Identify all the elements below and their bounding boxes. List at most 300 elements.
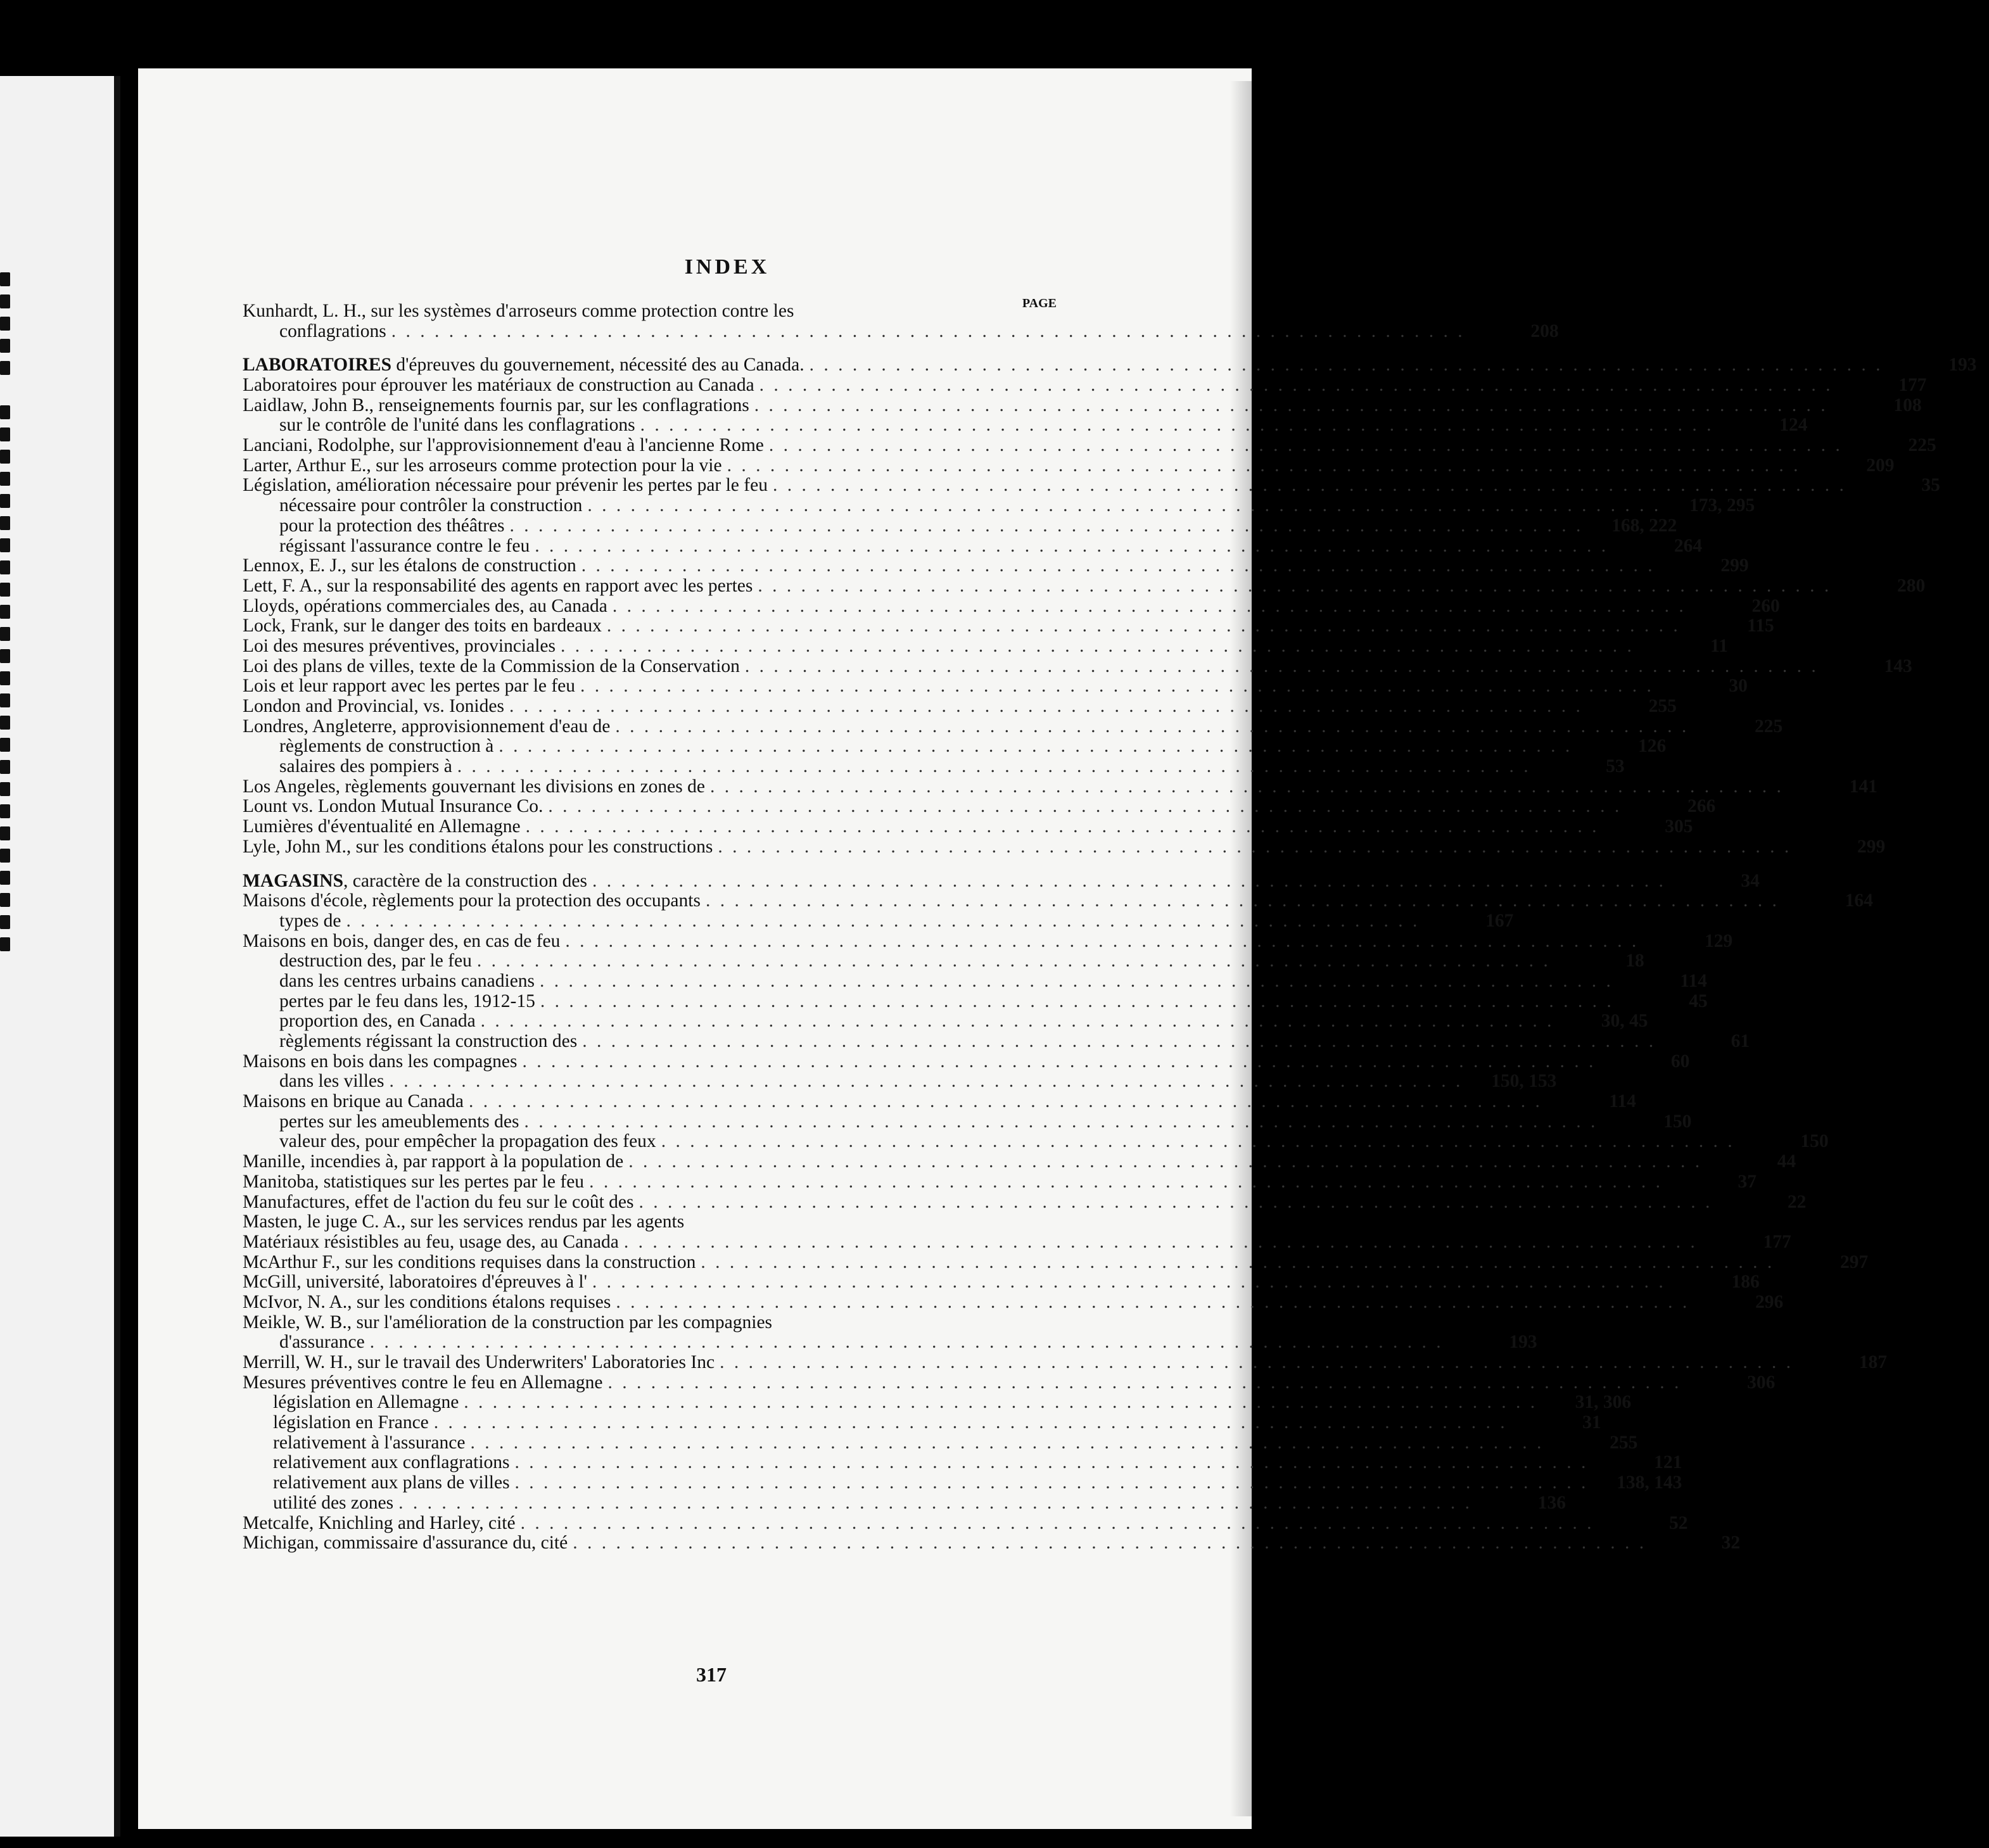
index-entry-text	[243, 556, 576, 576]
page-title: INDEX	[684, 255, 770, 279]
index-entry-text	[243, 355, 804, 376]
index-entry-label: Manitoba, statistiques sur les pertes par le feu	[243, 1171, 585, 1192]
index-entry-page: 18	[1625, 951, 1644, 971]
index-entry-page: 173, 295	[1689, 495, 1755, 516]
index-entry-page: 32	[1721, 1533, 1741, 1554]
page-number: 317	[696, 1663, 727, 1686]
index-entry-text	[273, 1493, 393, 1514]
index-entry-page: 30, 45	[1601, 1011, 1648, 1032]
dot-leader: . . . . . . . . . . . . . . . . . . . . . . . . . . . . . . . . . . . . . . . . . . . . . . . . . . . . . . . . . . . . . . . . . . . . . . . . . . .	[592, 1272, 1666, 1293]
index-entry-text	[279, 516, 505, 536]
dot-leader: . . . . . . . . . . . . . . . . . . . . . . . . . . . . . . . . . . . . . . . . . . . . . . . . . . . . . . . . . . . . . . . . . . . . . . . . . . .	[509, 515, 1584, 536]
dot-leader: . . . . . . . . . . . . . . . . . . . . . . . . . . . . . . . . . . . . . . . . . . . . . . . . . . . . . . . . . . . . . . . . . . . . . . . . . . .	[744, 655, 1819, 676]
index-entry-page: 299	[1720, 555, 1749, 576]
dot-leader: . . . . . . . . . . . . . . . . . . . . . . . . . . . . . . . . . . . . . . . . . . . . . . . . . . . . . . . . . . . . . . . . . . . . . . . . . . .	[705, 890, 1779, 911]
index-entry-label: relativement aux conflagrations	[273, 1452, 510, 1473]
index-entry	[243, 1171, 1757, 1193]
dot-leader: . . . . . . . . . . . . . . . . . . . . . . . . . . . . . . . . . . . . . . . . . . . . . . . . . . . . . . . . . . . . . . . . . . . . . . . . . . .	[709, 776, 1784, 797]
index-entry	[243, 1111, 1692, 1132]
dot-leader: . . . . . . . . . . . . . . . . . . . . . . . . . . . . . . . . . . . . . . . . . . . . . . . . . . . . . . . . . . . . . . . . . . . . . . . . . . .	[560, 635, 1634, 656]
index-entry	[243, 970, 1707, 992]
dot-leader: . . . . . . . . . . . . . . . . . . . . . . . . . . . . . . . . . . . . . . . . . . . . . . . . . . . . . . . . . . . . . . . . . . . . . . . . . . .	[616, 1291, 1690, 1312]
dot-leader: . . . . . . . . . . . . . . . . . . . . . . . . . . . . . . . . . . . . . . . . . . . . . . . . . . . . . . . . . . . . . . . . . . . . . . . . . . .	[509, 696, 1583, 717]
index-entry-text	[243, 456, 722, 476]
facing-page-text-fragment	[0, 294, 10, 308]
index-entry-page: 209	[1866, 455, 1895, 476]
index-entry-label: Manufactures, effet de l'action du feu sur le coût des	[243, 1191, 634, 1212]
facing-page-text-fragment	[0, 627, 10, 641]
dot-leader: . . . . . . . . . . . . . . . . . . . . . . . . . . . . . . . . . . . . . . . . . . . . . . . . . . . . . . . . . . . . . . . . . . . . . . . . . . .	[615, 716, 1689, 737]
index-entry	[243, 395, 1922, 416]
dot-leader: . . . . . . . . . . . . . . . . . . . . . . . . . . . . . . . . . . . . . . . . . . . . . . . . . . . . . . . . . . . . . . . . . . . . . . . . . . .	[480, 1011, 1554, 1032]
facing-page-text-fragment	[0, 516, 10, 530]
facing-page-text-fragment	[0, 427, 10, 441]
index-entry-text	[243, 657, 740, 677]
index-entry-label: valeur des, pour empêcher la propagation des feux	[279, 1131, 656, 1152]
facing-page-text-fragment	[0, 583, 10, 597]
index-entry-page: 108	[1893, 395, 1922, 415]
index-entry	[243, 320, 1559, 342]
dot-leader: . . . . . . . . . . . . . . . . . . . . . . . . . . . . . . . . . . . . . . . . . . . . . . . . . . . . . . . . . . . . . . . . . . . . . . . . . . .	[582, 1031, 1656, 1052]
index-entry-text	[243, 871, 587, 892]
dot-leader: . . . . . . . . . . . . . . . . . . . . . . . . . . . . . . . . . . . . . . . . . . . . . . . . . . . . . . . . . . . . . . . . . . . . . . . . . . .	[433, 1412, 1508, 1433]
index-entry-text	[279, 757, 452, 777]
index-entry	[243, 455, 1895, 476]
index-entry-page: 53	[1606, 756, 1625, 777]
dot-leader: . . . . . . . . . . . . . . . . . . . . . . . . . . . . . . . . . . . . . . . . . . . . . . . . . . . . . . . . . . . . . . . . . . . . . . . . . . .	[580, 676, 1654, 697]
index-entry-page: 141	[1849, 776, 1878, 797]
page-column-label: PAGE	[1022, 296, 1057, 310]
facing-page-text-fragment	[0, 450, 10, 464]
index-entry-label: utilité des zones	[273, 1492, 394, 1513]
index-entry-label: Laboratoires pour éprouver les matériaux de construction au Canada	[243, 375, 754, 396]
index-entry-text	[243, 1212, 684, 1232]
index-entries	[243, 300, 1977, 1554]
index-entry-text	[279, 1032, 577, 1052]
index-entry-page: 60	[1670, 1051, 1690, 1072]
index-entry	[243, 301, 1060, 322]
index-entry-text	[279, 1011, 476, 1032]
index-entry-label: Lyle, John M., sur les conditions étalons pour les constructions	[243, 836, 713, 857]
index-entry-page: 121	[1654, 1452, 1682, 1473]
index-entry-label: salaires des pompiers à	[279, 756, 452, 777]
index-entry	[243, 495, 1755, 516]
index-entry-page: 177	[1898, 375, 1927, 396]
dot-leader: . . . . . . . . . . . . . . . . . . . . . . . . . . . . . . . . . . . . . . . . . . . . . . . . . . . . . . . . . . . . . . . . . . . . . . . . . . .	[639, 1191, 1713, 1212]
facing-page-text-fragment	[0, 405, 10, 419]
facing-page-text-fragment	[0, 937, 10, 951]
dot-leader: . . . . . . . . . . . . . . . . . . . . . . . . . . . . . . . . . . . . . . . . . . . . . . . . . . . . . . . . . . . . . . . . . . . . . . . . . . .	[535, 535, 1609, 556]
index-entry-page: 177	[1763, 1231, 1791, 1252]
index-entry-label: McIvor, N. A., sur les conditions étalons requises	[243, 1291, 611, 1312]
dot-leader: . . . . . . . . . . . . . . . . . . . . . . . . . . . . . . . . . . . . . . . . . . . . . . . . . . . . . . . . . . . . . . . . . . . . . . . . . . .	[612, 595, 1686, 616]
facing-page-text-fragment	[0, 826, 10, 840]
index-entry-page: 280	[1897, 575, 1926, 596]
index-entry-label: règlements régissant la construction des	[279, 1031, 578, 1052]
index-entry-label: McGill, université, laboratoires d'épreuves à l'	[243, 1272, 587, 1293]
facing-page-text-fragment	[0, 560, 10, 574]
index-entry-page: 306	[1747, 1372, 1776, 1393]
index-entry-text	[243, 1253, 696, 1273]
index-entry	[243, 1091, 1636, 1112]
index-entry	[243, 776, 1878, 797]
index-entry-page: 296	[1755, 1291, 1784, 1312]
dot-leader: . . . . . . . . . . . . . . . . . . . . . . . . . . . . . . . . . . . . . . . . . . . . . . . . . . . . . . . . . . . . . . . . . . . . . . . . . . .	[573, 1533, 1647, 1554]
index-entry	[243, 1291, 1784, 1313]
index-entry-text	[243, 1293, 611, 1313]
index-entry-label: dans les centres urbains canadiens	[279, 970, 535, 991]
index-entry	[243, 1051, 1690, 1072]
index-entry-page: 150	[1800, 1131, 1829, 1152]
index-entry	[243, 1492, 1566, 1514]
index-entry	[243, 435, 1936, 456]
index-entry-text	[279, 951, 472, 971]
dot-leader: . . . . . . . . . . . . . . . . . . . . . . . . . . . . . . . . . . . . . . . . . . . . . . . . . . . . . . . . . . . . . . . . . . . . . . . . . . .	[524, 1111, 1598, 1132]
index-entry-label: pertes sur les ameublements des	[279, 1111, 519, 1132]
index-entry	[243, 1071, 1557, 1092]
dot-leader: . . . . . . . . . . . . . . . . . . . . . . . . . . . . . . . . . . . . . . . . . . . . . . . . . . . . . . . . . . . . . . . . . . . . . . . . . . .	[548, 796, 1622, 817]
dot-leader: . . . . . . . . . . . . . . . . . . . . . . . . . . . . . . . . . . . . . . . . . . . . . . . . . . . . . . . . . . . . . . . . . . . . . . . . . . .	[469, 1091, 1542, 1112]
index-entry-label: Maisons en brique au Canada	[243, 1091, 464, 1112]
index-entry	[243, 535, 1703, 557]
index-entry-label: régissant l'assurance contre le feu	[279, 535, 530, 556]
dot-leader: . . . . . . . . . . . . . . . . . . . . . . . . . . . . . . . . . . . . . . . . . . . . . . . . . . . . . . . . . . . . . . . . . . . . . . . . . . .	[587, 495, 1662, 516]
index-entry	[243, 475, 1940, 497]
index-entry-page: 11	[1710, 635, 1728, 656]
index-entry	[243, 1231, 1791, 1253]
index-entry-label: Kunhardt, L. H., sur les systèmes d'arroseurs comme protection contre les	[243, 300, 794, 321]
index-entry-text	[279, 1072, 384, 1092]
facing-page-text-fragment	[0, 915, 10, 929]
dot-leader: . . . . . . . . . . . . . . . . . . . . . . . . . . . . . . . . . . . . . . . . . . . . . . . . . . . . . . . . . . . . . . . . . . . . . . . . . . .	[520, 1512, 1594, 1533]
index-entry-page: 305	[1665, 816, 1693, 837]
facing-page-text-fragment	[0, 716, 10, 730]
index-entry-text	[243, 676, 575, 697]
index-entry-label: Maisons en bois, danger des, en cas de feu	[243, 930, 561, 951]
dot-leader: . . . . . . . . . . . . . . . . . . . . . . . . . . . . . . . . . . . . . . . . . . . . . . . . . . . . . . . . . . . . . . . . . . . . . . . . . . .	[640, 415, 1714, 436]
index-entry	[243, 1011, 1648, 1032]
index-entry-text	[243, 396, 749, 416]
facing-page-text-fragment	[0, 472, 10, 486]
dot-leader: . . . . . . . . . . . . . . . . . . . . . . . . . . . . . . . . . . . . . . . . . . . . . . . . . . . . . . . . . . . . . . . . . . . . . . . . . . .	[727, 455, 1801, 476]
index-entry	[243, 951, 1644, 971]
index-page	[138, 68, 1977, 1829]
index-entry-page: 136	[1537, 1492, 1566, 1513]
dot-leader: . . . . . . . . . . . . . . . . . . . . . . . . . . . . . . . . . . . . . . . . . . . . . . . . . . . . . . . . . . . . . . . . . . . . . . . . . . .	[754, 395, 1828, 415]
index-entry	[243, 635, 1728, 657]
index-entry-label: Matériaux résistibles au feu, usage des, au Canada	[243, 1231, 619, 1252]
dot-leader: . . . . . . . . . . . . . . . . . . . . . . . . . . . . . . . . . . . . . . . . . . . . . . . . . . . . . . . . . . . . . . . . . . . . . . . . . . .	[457, 756, 1531, 777]
index-entry-page: 168, 222	[1611, 515, 1677, 536]
index-entry-text	[243, 777, 705, 797]
index-entry-page: 164	[1845, 890, 1873, 911]
index-entry	[243, 375, 1927, 396]
index-entry	[243, 1412, 1601, 1433]
dot-leader: . . . . . . . . . . . . . . . . . . . . . . . . . . . . . . . . . . . . . . . . . . . . . . . . . . . . . . . . . . . . . . . . . . . . . . . . . . .	[476, 951, 1551, 971]
dot-leader: . . . . . . . . . . . . . . . . . . . . . . . . . . . . . . . . . . . . . . . . . . . . . . . . . . . . . . . . . . . . . . . . . . . . . . . . . . .	[540, 990, 1614, 1011]
dot-leader: . . . . . . . . . . . . . . . . . . . . . . . . . . . . . . . . . . . . . . . . . . . . . . . . . . . . . . . . . . . . . . . . . . . . . . . . . . .	[607, 1372, 1682, 1393]
dot-leader: . . . . . . . . . . . . . . . . . . . . . . . . . . . . . . . . . . . . . . . . . . . . . . . . . . . . . . . . . . . . . . . . . . . . . . . . . . .	[565, 930, 1639, 951]
index-entry	[243, 1191, 1807, 1213]
index-entry-text	[273, 1473, 510, 1493]
dot-leader: . . . . . . . . . . . . . . . . . . . . . . . . . . . . . . . . . . . . . . . . . . . . . . . . . . . . . . . . . . . . . . . . . . . . . . . . . . .	[701, 1251, 1775, 1272]
dot-leader: . . . . . . . . . . . . . . . . . . . . . . . . . . . . . . . . . . . . . . . . . . . . . . . . . . . . . . . . . . . . . . . . . . . . . . . . . . .	[525, 816, 1599, 837]
index-entry-text	[279, 992, 535, 1012]
facing-page-text-fragment	[0, 871, 10, 885]
index-entry-text	[243, 576, 753, 597]
dot-leader: . . . . . . . . . . . . . . . . . . . . . . . . . . . . . . . . . . . . . . . . . . . . . . . . . . . . . . . . . . . . . . . . . . . . . . . . . . .	[391, 320, 1465, 341]
index-entry-page: 138, 143	[1617, 1472, 1682, 1493]
index-entry-text	[243, 891, 701, 911]
facing-page-text-fragment	[0, 738, 10, 752]
index-entry-label: nécessaire pour contrôler la construction	[279, 495, 583, 516]
index-entry	[243, 890, 1873, 911]
index-entry-text	[243, 1514, 516, 1534]
dot-leader: . . . . . . . . . . . . . . . . . . . . . . . . . . . . . . . . . . . . . . . . . . . . . . . . . . . . . . . . . . . . . . . . . . . . . . . . . . .	[772, 475, 1846, 496]
index-entry-label: Metcalfe, Knichling and Harley, cité	[243, 1512, 516, 1533]
index-entry	[243, 655, 1912, 677]
index-entry-label: Loi des plans de villes, texte de la Commission de la Conservation	[243, 655, 740, 676]
dot-leader: . . . . . . . . . . . . . . . . . . . . . . . . . . . . . . . . . . . . . . . . . . . . . . . . . . . . . . . . . . . . . . . . . . . . . . . . . . .	[514, 1472, 1589, 1493]
index-entry	[243, 355, 1977, 376]
index-entry-text	[279, 911, 341, 932]
index-entry-label: Lett, F. A., sur la responsabilité des agents en rapport avec les pertes	[243, 575, 753, 596]
dot-leader: . . . . . . . . . . . . . . . . . . . . . . . . . . . . . . . . . . . . . . . . . . . . . . . . . . . . . . . . . . . . . . . . . . . . . . . . . . .	[628, 1151, 1703, 1172]
index-entry-text	[243, 932, 560, 952]
index-entry-text	[273, 1433, 465, 1453]
index-entry-label: types de	[279, 910, 341, 931]
index-entry-label: Meikle, W. B., sur l'amélioration de la construction par les compagnies	[243, 1312, 773, 1332]
dot-leader: . . . . . . . . . . . . . . . . . . . . . . . . . . . . . . . . . . . . . . . . . . . . . . . . . . . . . . . . . . . . . . . . . . . . . . . . . . .	[720, 1352, 1793, 1373]
index-entry-label: Loi des mesures préventives, provinciales	[243, 635, 556, 656]
index-entry-text	[243, 697, 504, 717]
index-entry-label: législation en Allemagne	[273, 1392, 459, 1413]
index-entry-text	[243, 1533, 568, 1554]
dot-leader: . . . . . . . . . . . . . . . . . . . . . . . . . . . . . . . . . . . . . . . . . . . . . . . . . . . . . . . . . . . . . . . . . . . . . . . . . . .	[768, 435, 1843, 456]
index-entry	[243, 1313, 1060, 1333]
index-entry-text	[243, 1272, 587, 1293]
index-entry	[243, 696, 1677, 717]
index-entry	[243, 1131, 1829, 1153]
index-entry-page: 34	[1741, 870, 1760, 891]
facing-page-text-fragment	[0, 494, 10, 508]
index-entry-label: Manille, incendies à, par rapport à la population de	[243, 1151, 624, 1172]
index-entry-text	[243, 817, 521, 837]
index-entry-text	[243, 837, 713, 858]
index-entry-text	[279, 496, 582, 516]
index-entry-label: législation en France	[273, 1412, 429, 1433]
index-entry-label: Merrill, W. H., sur le travail des Underwriters' Laboratories Inc	[243, 1352, 715, 1373]
dot-leader: . . . . . . . . . . . . . . . . . . . . . . . . . . . . . . . . . . . . . . . . . . . . . . . . . . . . . . . . . . . . . . . . . . . . . . . . . . .	[522, 1051, 1596, 1072]
index-entry-text	[279, 1132, 656, 1152]
index-entry-page: 115	[1747, 616, 1774, 636]
index-entry-label: pour la protection des théâtres	[279, 515, 505, 536]
dot-leader: . . . . . . . . . . . . . . . . . . . . . . . . . . . . . . . . . . . . . . . . . . . . . . . . . . . . . . . . . . . . . . . . . . . . . . . . . . .	[758, 575, 1832, 596]
index-entry-text	[273, 1453, 510, 1473]
index-entry	[243, 1472, 1682, 1493]
facing-page-text-fragment	[0, 339, 10, 353]
dot-leader: . . . . . . . . . . . . . . . . . . . . . . . . . . . . . . . . . . . . . . . . . . . . . . . . . . . . . . . . . . . . . . . . . . . . . . . . . . .	[369, 1332, 1444, 1353]
index-entry-label: d'assurance	[279, 1332, 365, 1353]
facing-page-text-fragment	[0, 317, 10, 331]
index-entry	[243, 990, 1708, 1012]
index-entry-page: 150, 153	[1491, 1071, 1557, 1092]
index-entry-text	[243, 1052, 517, 1072]
index-entry-page: 260	[1751, 595, 1780, 616]
page-gutter	[114, 76, 120, 1837]
index-entry-label: conflagrations	[279, 320, 386, 341]
index-entry-page: 45	[1689, 990, 1708, 1011]
index-entry-label: relativement aux plans de villes	[273, 1472, 510, 1493]
index-entry	[243, 870, 1760, 892]
index-entry	[243, 1272, 1760, 1293]
index-entry-text	[243, 1232, 619, 1253]
index-entry	[243, 515, 1677, 536]
dot-leader: . . . . . . . . . . . . . . . . . . . . . . . . . . . . . . . . . . . . . . . . . . . . . . . . . . . . . . . . . . . . . . . . . . . . . . . . . . .	[499, 736, 1573, 757]
dot-leader: . . . . . . . . . . . . . . . . . . . . . . . . . . . . . . . . . . . . . . . . . . . . . . . . . . . . . . . . . . . . . . . . . . . . . . . . . . .	[809, 355, 1883, 376]
index-entry-text	[243, 376, 754, 396]
index-entry-text	[243, 797, 543, 817]
facing-page-edge	[0, 76, 120, 1837]
index-entry-text	[279, 971, 535, 992]
index-entry-page: 44	[1777, 1151, 1796, 1172]
index-entry-label: sur le contrôle de l'unité dans les conflagrations	[279, 415, 635, 436]
dot-leader: . . . . . . . . . . . . . . . . . . . . . . . . . . . . . . . . . . . . . . . . . . . . . . . . . . . . . . . . . . . . . . . . . . . . . . . . . . .	[398, 1492, 1472, 1513]
index-entry	[243, 716, 1783, 737]
index-entry-text	[243, 1373, 602, 1393]
index-entry	[243, 796, 1716, 818]
dot-leader: . . . . . . . . . . . . . . . . . . . . . . . . . . . . . . . . . . . . . . . . . . . . . . . . . . . . . . . . . . . . . . . . . . . . . . . . . . .	[346, 910, 1420, 931]
index-entry-page: 297	[1840, 1251, 1869, 1272]
index-entry	[243, 595, 1780, 617]
index-entry-label: pertes par le feu dans les, 1912-15	[279, 990, 535, 1011]
index-entry	[243, 836, 1886, 858]
index-entry-page: 31	[1582, 1412, 1601, 1433]
index-entry-text	[273, 1393, 459, 1413]
index-entry-page: 264	[1674, 535, 1703, 556]
index-entry-label: destruction des, par le feu	[279, 951, 472, 971]
index-entry-text	[279, 1112, 519, 1132]
index-entry-page: 225	[1908, 435, 1936, 456]
index-entry-page: 114	[1609, 1091, 1636, 1112]
facing-page-text-fragment	[0, 272, 10, 286]
index-entry-label: McArthur F., sur les conditions requises dans la construction	[243, 1251, 696, 1272]
index-entry	[243, 676, 1748, 697]
index-entry-page: 208	[1530, 320, 1559, 341]
index-entry-label: Lumières d'éventualité en Allemagne	[243, 816, 521, 837]
index-entry	[243, 1452, 1682, 1474]
dot-leader: . . . . . . . . . . . . . . . . . . . . . . . . . . . . . . . . . . . . . . . . . . . . . . . . . . . . . . . . . . . . . . . . . . . . . . . . . . .	[592, 870, 1666, 891]
index-entry-label: Lennox, E. J., sur les étalons de construction	[243, 555, 576, 576]
dot-leader: . . . . . . . . . . . . . . . . . . . . . . . . . . . . . . . . . . . . . . . . . . . . . . . . . . . . . . . . . . . . . . . . . . . . . . . . . . .	[606, 616, 1681, 636]
index-entry-text	[243, 616, 602, 636]
index-entry	[243, 816, 1693, 837]
index-entry-label: règlements de construction à	[279, 736, 494, 757]
facing-page-text-fragment	[0, 760, 10, 774]
index-entry	[243, 736, 1667, 757]
index-entry-label: Londres, Angleterre, approvisionnement d'eau de	[243, 716, 611, 737]
dot-leader: . . . . . . . . . . . . . . . . . . . . . . . . . . . . . . . . . . . . . . . . . . . . . . . . . . . . . . . . . . . . . . . . . . . . . . . . . . .	[389, 1071, 1463, 1092]
index-entry-text	[243, 1353, 715, 1373]
index-entry-label: Lois et leur rapport avec les pertes par le feu	[243, 676, 576, 697]
index-entry	[243, 1212, 1060, 1232]
index-entry	[243, 1031, 1750, 1052]
index-entry-label: , caractère de la construction des	[343, 870, 587, 891]
index-entry	[243, 930, 1733, 952]
facing-page-text-fragment	[0, 671, 10, 685]
index-entry-text	[243, 301, 794, 322]
index-entry-label: Lloyds, opérations commerciales des, au Canada	[243, 595, 607, 616]
index-entry-page: 114	[1680, 970, 1707, 991]
index-entry-page: 52	[1668, 1512, 1688, 1533]
index-entry-text	[243, 636, 556, 657]
index-entry-label: Laidlaw, John B., renseignements fournis par, sur les conflagrations	[243, 395, 749, 415]
index-entry	[243, 1432, 1638, 1453]
facing-page-text-fragment	[0, 605, 10, 619]
facing-page-text-fragment	[0, 538, 10, 552]
index-entry-page: 193	[1509, 1332, 1537, 1353]
index-entry-page: 150	[1663, 1111, 1692, 1132]
index-entry	[243, 575, 1926, 597]
index-entry-text	[273, 1413, 429, 1433]
index-entry-page: 30	[1729, 676, 1748, 697]
facing-page-text-fragment	[0, 693, 10, 707]
index-entry-label: London and Provincial, vs. Ionides	[243, 696, 504, 717]
index-entry	[243, 1352, 1887, 1373]
index-entry-label: dans les villes	[279, 1071, 384, 1092]
dot-leader: . . . . . . . . . . . . . . . . . . . . . . . . . . . . . . . . . . . . . . . . . . . . . . . . . . . . . . . . . . . . . . . . . . . . . . . . . . .	[661, 1131, 1735, 1152]
index-entry	[243, 910, 1514, 932]
facing-page-text-fragment	[0, 649, 10, 663]
index-entry-page: 126	[1637, 736, 1667, 757]
index-entry-label: Maisons en bois dans les compagnes	[243, 1051, 518, 1072]
index-entry-page: 266	[1687, 796, 1716, 817]
index-entry-page: 255	[1610, 1432, 1638, 1453]
index-entry-text	[243, 476, 768, 496]
index-entry	[243, 1151, 1796, 1172]
index-entry	[243, 1512, 1688, 1534]
facing-page-text-fragment	[0, 361, 10, 375]
index-entry	[243, 616, 1774, 636]
index-entry-page: 61	[1731, 1031, 1750, 1052]
index-entry-page: 186	[1731, 1272, 1760, 1293]
dot-leader: . . . . . . . . . . . . . . . . . . . . . . . . . . . . . . . . . . . . . . . . . . . . . . . . . . . . . . . . . . . . . . . . . . . . . . . . . . .	[759, 375, 1833, 396]
dot-leader: . . . . . . . . . . . . . . . . . . . . . . . . . . . . . . . . . . . . . . . . . . . . . . . . . . . . . . . . . . . . . . . . . . . . . . . . . . .	[623, 1231, 1698, 1252]
index-entry-label: Masten, le juge C. A., sur les services rendus par les agents	[243, 1212, 685, 1232]
dot-leader: . . . . . . . . . . . . . . . . . . . . . . . . . . . . . . . . . . . . . . . . . . . . . . . . . . . . . . . . . . . . . . . . . . . . . . . . . . .	[589, 1171, 1663, 1192]
index-entry-page: 299	[1857, 836, 1886, 857]
index-entry-label: relativement à l'assurance	[273, 1432, 466, 1453]
index-entry-label: d'épreuves du gouvernement, nécessité des au Canada.	[391, 355, 804, 376]
facing-page-text-fragment	[0, 782, 10, 796]
index-entry-page: 193	[1948, 355, 1977, 376]
index-entry-label: Lock, Frank, sur le danger des toits en bardeaux	[243, 616, 602, 636]
index-entry	[243, 1392, 1632, 1413]
index-entry	[243, 1251, 1869, 1273]
index-entry-label: Michigan, commissaire d'assurance du, cité	[243, 1533, 568, 1554]
facing-page-text-fragment	[0, 804, 10, 818]
index-entry-page: 143	[1884, 655, 1912, 676]
index-entry-page: 124	[1779, 415, 1808, 436]
dot-leader: . . . . . . . . . . . . . . . . . . . . . . . . . . . . . . . . . . . . . . . . . . . . . . . . . . . . . . . . . . . . . . . . . . . . . . . . . . .	[514, 1452, 1589, 1473]
index-entry-page: 35	[1921, 475, 1940, 496]
index-entry-text	[243, 717, 610, 737]
index-entry	[243, 1372, 1776, 1393]
index-entry-label: proportion des, en Canada	[279, 1011, 476, 1032]
index-entry-label: Lount vs. London Mutual Insurance Co.	[243, 796, 543, 817]
index-entry-text	[279, 322, 386, 342]
index-entry	[243, 415, 1808, 436]
